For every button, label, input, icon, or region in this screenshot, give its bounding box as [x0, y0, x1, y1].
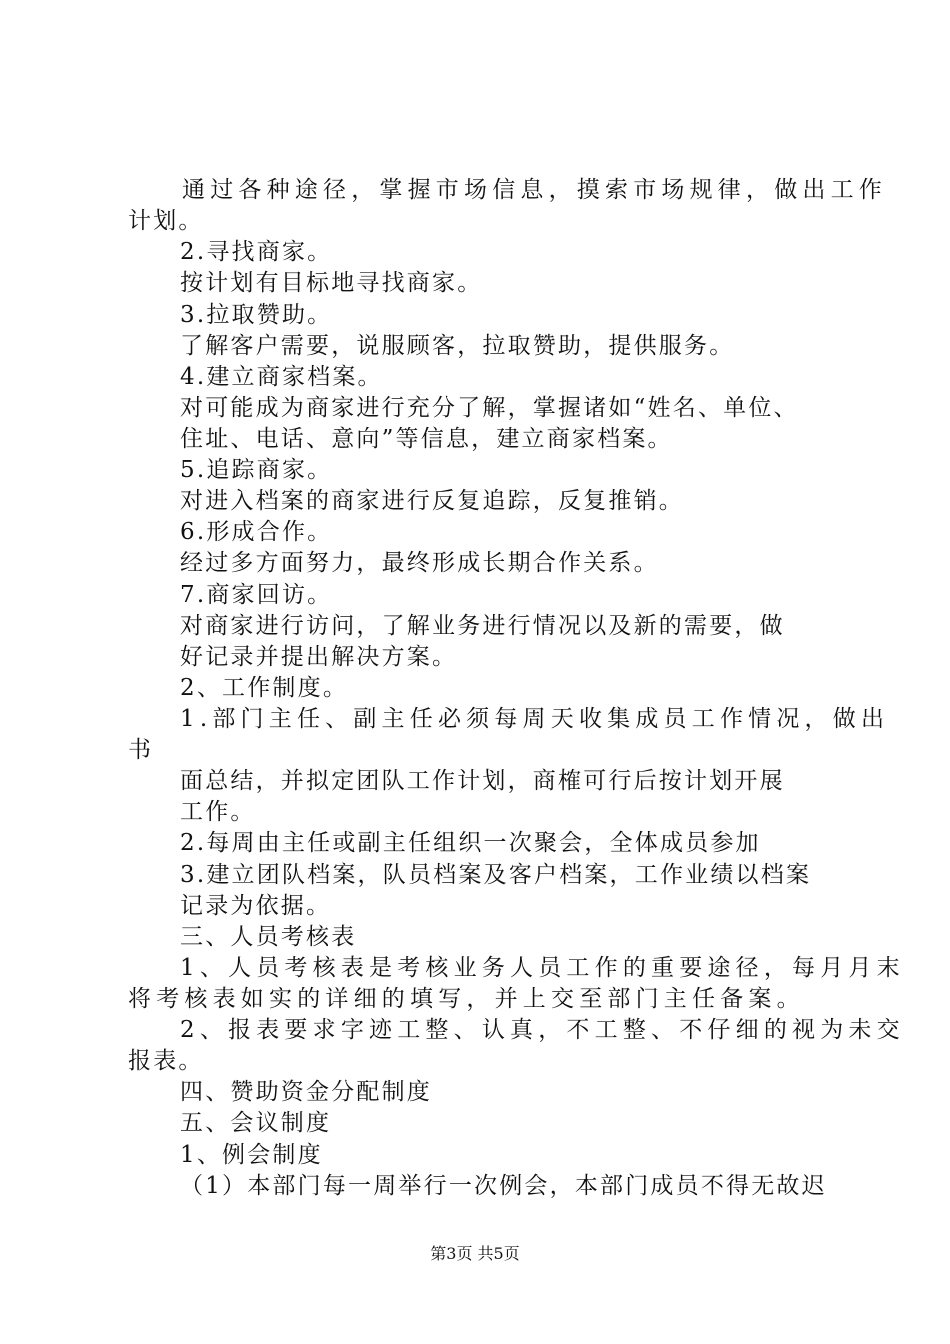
section-heading: 三、人员考核表 — [180, 924, 357, 950]
list-item-heading: 7.商家回访。 — [180, 582, 333, 608]
page-footer: 第3页 共5页 — [430, 1244, 520, 1263]
paragraph-line: 按计划有目标地寻找商家。 — [180, 270, 483, 296]
paragraph-line: 对可能成为商家进行充分了解，掌握诸如“姓名、单位、 — [180, 395, 799, 421]
paragraph-line: 通过各种途径，掌握市场信息，摸索市场规律，做出工作 — [182, 177, 887, 203]
paragraph-line: 1、人员考核表是考核业务人员工作的重要途径，每月月末 — [180, 955, 905, 981]
list-item-heading: 4.建立商家档案。 — [180, 364, 383, 390]
paragraph-line: 1.部门主任、副主任必须每周天收集成员工作情况，做出 — [180, 706, 890, 732]
section-heading: 2、工作制度。 — [180, 675, 349, 701]
paragraph-line: 3.建立团队档案，队员档案及客户档案，工作业绩以档案 — [180, 862, 812, 888]
list-item-heading: 3.拉取赞助。 — [180, 302, 333, 328]
list-item-heading: 5.追踪商家。 — [180, 457, 333, 483]
paragraph-line: 2.每周由主任或副主任组织一次聚会，全体成员参加 — [180, 830, 761, 856]
paragraph-line: 书 — [128, 737, 154, 763]
paragraph-line: 经过多方面努力，最终形成长期合作关系。 — [180, 550, 659, 576]
list-item-heading: 2.寻找商家。 — [180, 239, 333, 265]
paragraph-line: 报表。 — [128, 1048, 204, 1074]
list-item-heading: 6.形成合作。 — [180, 519, 333, 545]
paragraph-line: 对商家进行访问，了解业务进行情况以及新的需要，做 — [180, 613, 785, 639]
paragraph-line: 将考核表如实的详细的填写，并上交至部门主任备案。 — [128, 986, 805, 1012]
paragraph-line: 记录为依据。 — [180, 893, 332, 919]
paragraph-line: 2、报表要求字迹工整、认真，不工整、不仔细的视为未交 — [180, 1017, 905, 1043]
paragraph-line: 计划。 — [128, 208, 204, 234]
paragraph-line: 好记录并提出解决方案。 — [180, 644, 458, 670]
section-heading: 五、会议制度 — [180, 1110, 332, 1136]
paragraph-line: （1）本部门每一周举行一次例会，本部门成员不得无故迟 — [180, 1173, 827, 1199]
paragraph-line: 住址、电话、意向”等信息，建立商家档案。 — [180, 426, 673, 452]
paragraph-line: 工作。 — [180, 799, 256, 825]
paragraph-line: 了解客户需要，说服顾客，拉取赞助，提供服务。 — [180, 333, 735, 359]
paragraph-line: 面总结，并拟定团队工作计划，商榷可行后按计划开展 — [180, 768, 785, 794]
section-heading: 四、赞助资金分配制度 — [180, 1079, 432, 1105]
paragraph-line: 对进入档案的商家进行反复追踪，反复推销。 — [180, 488, 684, 514]
subsection-heading: 1、例会制度 — [180, 1142, 323, 1168]
